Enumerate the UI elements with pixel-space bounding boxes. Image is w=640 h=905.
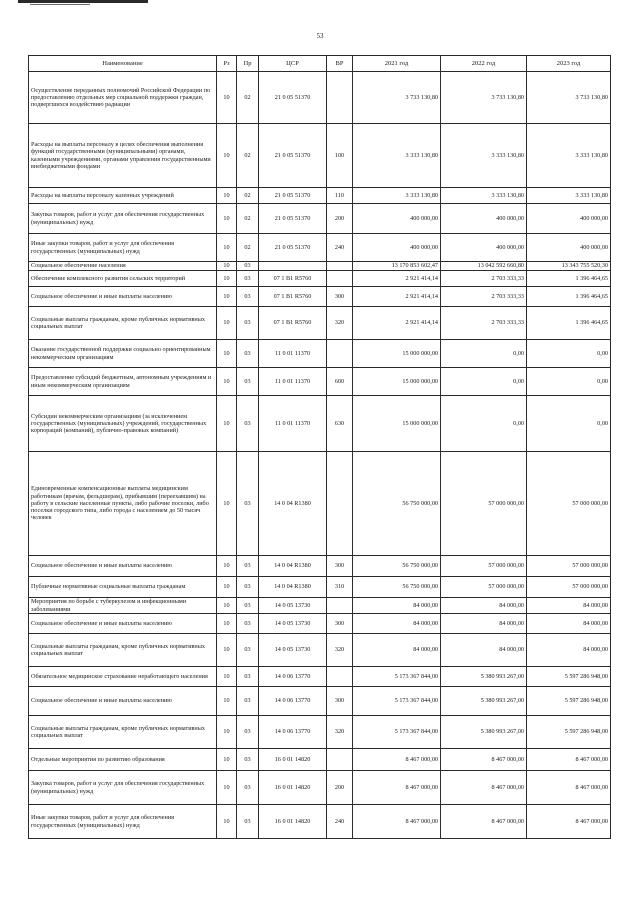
row-pr: 02 bbox=[237, 204, 259, 234]
row-name: Социальное обеспечение и иные выплаты населению bbox=[29, 687, 217, 716]
row-2023: 400 000,00 bbox=[527, 204, 611, 234]
row-pr: 03 bbox=[237, 452, 259, 556]
row-2023: 84 000,00 bbox=[527, 598, 611, 614]
table-body bbox=[29, 72, 611, 839]
header-2023: 2023 год bbox=[527, 56, 611, 72]
row-pr: 03 bbox=[237, 749, 259, 771]
row-name: Осуществление переданных полномочий Российской Федерации по предоставлению отдельных мер социальной поддержки граждан, подвергшихся воздействию радиации bbox=[29, 72, 217, 124]
row-vr: 200 bbox=[327, 204, 353, 234]
row-name: Социальное обеспечение и иные выплаты населению bbox=[29, 614, 217, 634]
row-2022: 3 733 130,80 bbox=[441, 72, 527, 124]
table-header-row bbox=[29, 56, 611, 72]
row-csr: 07 1 B1 R5760 bbox=[259, 271, 327, 287]
row-vr: 320 bbox=[327, 716, 353, 749]
row-2022: 13 042 592 660,80 bbox=[441, 262, 527, 271]
table-row bbox=[29, 396, 611, 452]
row-2021: 400 000,00 bbox=[353, 204, 441, 234]
row-vr bbox=[327, 667, 353, 687]
table-row bbox=[29, 368, 611, 396]
row-2023: 84 000,00 bbox=[527, 614, 611, 634]
header-name: Наименование bbox=[29, 56, 217, 72]
row-rz: 10 bbox=[217, 188, 237, 204]
row-2021: 3 333 130,80 bbox=[353, 188, 441, 204]
row-2021: 8 467 000,00 bbox=[353, 805, 441, 839]
row-rz: 10 bbox=[217, 204, 237, 234]
row-vr: 600 bbox=[327, 368, 353, 396]
row-pr: 03 bbox=[237, 716, 259, 749]
row-rz: 10 bbox=[217, 287, 237, 307]
row-pr: 02 bbox=[237, 234, 259, 262]
row-pr: 03 bbox=[237, 667, 259, 687]
row-csr: 21 0 05 51370 bbox=[259, 124, 327, 188]
row-name: Субсидии некоммерческим организациям (за исключением государственных (муниципальных) учреждений, государственных корпораций (компаний), публично-правовых компаний) bbox=[29, 396, 217, 452]
row-pr: 02 bbox=[237, 124, 259, 188]
row-csr: 11 0 01 11370 bbox=[259, 340, 327, 368]
row-2022: 57 000 000,00 bbox=[441, 452, 527, 556]
row-2023: 13 343 755 520,30 bbox=[527, 262, 611, 271]
table-row bbox=[29, 577, 611, 598]
row-rz: 10 bbox=[217, 598, 237, 614]
row-vr bbox=[327, 598, 353, 614]
table-row bbox=[29, 634, 611, 667]
row-vr: 300 bbox=[327, 287, 353, 307]
row-vr bbox=[327, 271, 353, 287]
row-2021: 8 467 000,00 bbox=[353, 749, 441, 771]
row-csr: 21 0 05 51370 bbox=[259, 188, 327, 204]
table-row bbox=[29, 805, 611, 839]
row-csr: 14 0 05 13730 bbox=[259, 634, 327, 667]
table-row bbox=[29, 687, 611, 716]
row-name: Мероприятия по борьбе с туберкулезом и инфекционными заболеваниями bbox=[29, 598, 217, 614]
row-vr: 200 bbox=[327, 771, 353, 805]
table-row bbox=[29, 271, 611, 287]
row-2022: 400 000,00 bbox=[441, 204, 527, 234]
row-2022: 57 000 000,00 bbox=[441, 556, 527, 577]
row-2021: 56 750 000,00 bbox=[353, 556, 441, 577]
row-rz: 10 bbox=[217, 262, 237, 271]
row-pr: 03 bbox=[237, 287, 259, 307]
row-2022: 3 333 130,80 bbox=[441, 124, 527, 188]
row-2023: 57 000 000,00 bbox=[527, 577, 611, 598]
row-2021: 400 000,00 bbox=[353, 234, 441, 262]
row-2021: 84 000,00 bbox=[353, 634, 441, 667]
row-name: Закупка товаров, работ и услуг для обеспечения государственных (муниципальных) нужд bbox=[29, 204, 217, 234]
row-2021: 5 173 367 844,00 bbox=[353, 716, 441, 749]
table-row bbox=[29, 556, 611, 577]
row-2021: 2 921 414,14 bbox=[353, 307, 441, 340]
row-rz: 10 bbox=[217, 452, 237, 556]
row-2023: 0,00 bbox=[527, 340, 611, 368]
row-2023: 3 333 130,80 bbox=[527, 124, 611, 188]
row-vr: 630 bbox=[327, 396, 353, 452]
row-vr bbox=[327, 262, 353, 271]
row-csr: 14 0 06 13770 bbox=[259, 667, 327, 687]
row-rz: 10 bbox=[217, 72, 237, 124]
row-name: Иные закупки товаров, работ и услуг для обеспечения государственных (муниципальных) нужд bbox=[29, 805, 217, 839]
table-row bbox=[29, 188, 611, 204]
table-row bbox=[29, 124, 611, 188]
row-csr bbox=[259, 262, 327, 271]
row-2021: 8 467 000,00 bbox=[353, 771, 441, 805]
row-vr: 310 bbox=[327, 577, 353, 598]
row-2023: 84 000,00 bbox=[527, 634, 611, 667]
row-2022: 0,00 bbox=[441, 368, 527, 396]
row-2021: 56 750 000,00 bbox=[353, 577, 441, 598]
table-row bbox=[29, 749, 611, 771]
row-csr: 07 1 B1 R5760 bbox=[259, 307, 327, 340]
row-2022: 3 333 130,80 bbox=[441, 188, 527, 204]
row-csr: 21 0 05 51370 bbox=[259, 72, 327, 124]
row-csr: 14 0 04 R1380 bbox=[259, 577, 327, 598]
row-2023: 3 733 130,80 bbox=[527, 72, 611, 124]
row-rz: 10 bbox=[217, 271, 237, 287]
row-pr: 03 bbox=[237, 771, 259, 805]
row-2023: 57 000 000,00 bbox=[527, 556, 611, 577]
row-2021: 15 000 000,00 bbox=[353, 340, 441, 368]
page-number: 53 bbox=[316, 32, 324, 40]
row-2023: 8 467 000,00 bbox=[527, 805, 611, 839]
row-vr: 300 bbox=[327, 556, 353, 577]
row-csr: 11 0 01 11370 bbox=[259, 368, 327, 396]
row-name: Социальное обеспечение и иные выплаты населению bbox=[29, 556, 217, 577]
row-2021: 13 170 853 602,47 bbox=[353, 262, 441, 271]
row-pr: 03 bbox=[237, 368, 259, 396]
row-vr: 240 bbox=[327, 805, 353, 839]
row-name: Социальные выплаты гражданам, кроме публичных нормативных социальных выплат bbox=[29, 716, 217, 749]
row-name: Расходы на выплаты персоналу казенных учреждений bbox=[29, 188, 217, 204]
header-2022: 2022 год bbox=[441, 56, 527, 72]
row-rz: 10 bbox=[217, 307, 237, 340]
row-vr bbox=[327, 452, 353, 556]
row-rz: 10 bbox=[217, 396, 237, 452]
row-2021: 15 000 000,00 bbox=[353, 396, 441, 452]
row-rz: 10 bbox=[217, 667, 237, 687]
row-rz: 10 bbox=[217, 340, 237, 368]
row-rz: 10 bbox=[217, 234, 237, 262]
row-rz: 10 bbox=[217, 687, 237, 716]
row-vr: 300 bbox=[327, 614, 353, 634]
row-2022: 2 703 333,33 bbox=[441, 307, 527, 340]
row-rz: 10 bbox=[217, 368, 237, 396]
row-2021: 2 921 414,14 bbox=[353, 271, 441, 287]
table-row bbox=[29, 452, 611, 556]
row-name: Отдельные мероприятия по развитию образования bbox=[29, 749, 217, 771]
row-2022: 5 380 993 267,00 bbox=[441, 687, 527, 716]
row-2021: 3 333 130,80 bbox=[353, 124, 441, 188]
row-pr: 03 bbox=[237, 396, 259, 452]
table-row bbox=[29, 262, 611, 271]
row-2022: 5 380 993 267,00 bbox=[441, 716, 527, 749]
row-csr: 07 1 B1 R5760 bbox=[259, 287, 327, 307]
row-vr: 320 bbox=[327, 307, 353, 340]
row-rz: 10 bbox=[217, 577, 237, 598]
row-vr: 240 bbox=[327, 234, 353, 262]
row-name: Закупка товаров, работ и услуг для обеспечения государственных (муниципальных) нужд bbox=[29, 771, 217, 805]
row-rz: 10 bbox=[217, 771, 237, 805]
row-pr: 03 bbox=[237, 307, 259, 340]
row-csr: 14 0 05 13730 bbox=[259, 614, 327, 634]
row-vr bbox=[327, 340, 353, 368]
row-vr: 320 bbox=[327, 634, 353, 667]
table-row bbox=[29, 72, 611, 124]
row-2023: 3 333 130,80 bbox=[527, 188, 611, 204]
row-name: Социальное обеспечение и иные выплаты населению bbox=[29, 287, 217, 307]
row-2023: 0,00 bbox=[527, 396, 611, 452]
row-2023: 1 396 464,65 bbox=[527, 307, 611, 340]
row-pr: 03 bbox=[237, 262, 259, 271]
row-csr: 16 0 01 14820 bbox=[259, 805, 327, 839]
row-csr: 11 0 01 11370 bbox=[259, 396, 327, 452]
row-2022: 0,00 bbox=[441, 396, 527, 452]
row-2023: 1 396 464,65 bbox=[527, 271, 611, 287]
row-rz: 10 bbox=[217, 749, 237, 771]
header-vr: ВР bbox=[327, 56, 353, 72]
row-csr: 14 0 05 13730 bbox=[259, 598, 327, 614]
header-pr: Пр bbox=[237, 56, 259, 72]
table-row bbox=[29, 598, 611, 614]
row-csr: 14 0 06 13770 bbox=[259, 687, 327, 716]
table-row bbox=[29, 771, 611, 805]
row-csr: 14 0 04 R1380 bbox=[259, 452, 327, 556]
row-2022: 0,00 bbox=[441, 340, 527, 368]
row-2022: 84 000,00 bbox=[441, 634, 527, 667]
header-rz: Рз bbox=[217, 56, 237, 72]
table-row bbox=[29, 667, 611, 687]
row-name: Социальное обеспечение населения bbox=[29, 262, 217, 271]
table-row bbox=[29, 234, 611, 262]
table-row bbox=[29, 307, 611, 340]
row-2022: 8 467 000,00 bbox=[441, 749, 527, 771]
row-2022: 8 467 000,00 bbox=[441, 805, 527, 839]
row-name: Единовременные компенсационные выплаты медицинским работникам (врачам, фельдшерам), прибывшим (переехавшим) на работу в сельские населенные пункты, либо рабочие поселки, либо поселки городского типа, либо города с населением до 50 тысяч человек bbox=[29, 452, 217, 556]
row-2022: 5 380 993 267,00 bbox=[441, 667, 527, 687]
row-pr: 02 bbox=[237, 188, 259, 204]
row-2021: 2 921 414,14 bbox=[353, 287, 441, 307]
row-name: Публичные нормативные социальные выплаты гражданам bbox=[29, 577, 217, 598]
row-2022: 2 703 333,33 bbox=[441, 287, 527, 307]
row-2021: 15 000 000,00 bbox=[353, 368, 441, 396]
row-vr bbox=[327, 72, 353, 124]
row-name: Обеспечение комплексного развития сельских территорий bbox=[29, 271, 217, 287]
row-2022: 84 000,00 bbox=[441, 614, 527, 634]
row-2023: 5 597 286 948,00 bbox=[527, 716, 611, 749]
row-rz: 10 bbox=[217, 805, 237, 839]
row-csr: 16 0 01 14820 bbox=[259, 771, 327, 805]
row-name: Иные закупки товаров, работ и услуг для обеспечения государственных (муниципальных) нужд bbox=[29, 234, 217, 262]
row-csr: 21 0 05 51370 bbox=[259, 204, 327, 234]
row-pr: 03 bbox=[237, 340, 259, 368]
row-2021: 5 173 367 844,00 bbox=[353, 687, 441, 716]
row-pr: 03 bbox=[237, 805, 259, 839]
row-vr bbox=[327, 749, 353, 771]
row-pr: 03 bbox=[237, 598, 259, 614]
row-2022: 400 000,00 bbox=[441, 234, 527, 262]
row-2021: 56 750 000,00 bbox=[353, 452, 441, 556]
header-csr: ЦСР bbox=[259, 56, 327, 72]
row-pr: 02 bbox=[237, 72, 259, 124]
row-2023: 5 597 286 948,00 bbox=[527, 687, 611, 716]
row-2023: 57 000 000,00 bbox=[527, 452, 611, 556]
row-pr: 03 bbox=[237, 687, 259, 716]
row-2023: 0,00 bbox=[527, 368, 611, 396]
row-vr: 100 bbox=[327, 124, 353, 188]
row-rz: 10 bbox=[217, 614, 237, 634]
row-2023: 8 467 000,00 bbox=[527, 749, 611, 771]
row-csr: 16 0 01 14820 bbox=[259, 749, 327, 771]
row-rz: 10 bbox=[217, 124, 237, 188]
table-row bbox=[29, 340, 611, 368]
row-name: Оказание государственной поддержки социально ориентированным некоммерческим организациям bbox=[29, 340, 217, 368]
row-pr: 03 bbox=[237, 271, 259, 287]
row-csr: 14 0 04 R1380 bbox=[259, 556, 327, 577]
row-2021: 3 733 130,80 bbox=[353, 72, 441, 124]
row-pr: 03 bbox=[237, 556, 259, 577]
row-rz: 10 bbox=[217, 716, 237, 749]
table-row bbox=[29, 204, 611, 234]
row-pr: 03 bbox=[237, 614, 259, 634]
row-rz: 10 bbox=[217, 634, 237, 667]
row-2021: 5 173 367 844,00 bbox=[353, 667, 441, 687]
row-csr: 21 0 05 51370 bbox=[259, 234, 327, 262]
row-2022: 8 467 000,00 bbox=[441, 771, 527, 805]
row-csr: 14 0 06 13770 bbox=[259, 716, 327, 749]
row-vr: 110 bbox=[327, 188, 353, 204]
row-2022: 84 000,00 bbox=[441, 598, 527, 614]
header-2021: 2021 год bbox=[353, 56, 441, 72]
row-pr: 03 bbox=[237, 634, 259, 667]
row-rz: 10 bbox=[217, 556, 237, 577]
row-2023: 8 467 000,00 bbox=[527, 771, 611, 805]
table-row bbox=[29, 287, 611, 307]
row-2023: 1 396 464,65 bbox=[527, 287, 611, 307]
row-2021: 84 000,00 bbox=[353, 598, 441, 614]
row-name: Расходы на выплаты персоналу в целях обеспечения выполнения функций государственными (муниципальными) органами, казенными учреждениями, органами управления государственными внебюджетными фондами bbox=[29, 124, 217, 188]
table-row bbox=[29, 716, 611, 749]
row-2022: 2 703 333,33 bbox=[441, 271, 527, 287]
row-name: Предоставление субсидий бюджетным, автономным учреждениям и иным некоммерческим организациям bbox=[29, 368, 217, 396]
row-name: Обязательное медицинское страхование неработающего населения bbox=[29, 667, 217, 687]
budget-table bbox=[28, 55, 611, 839]
row-name: Социальные выплаты гражданам, кроме публичных нормативных социальных выплат bbox=[29, 634, 217, 667]
scan-artifact-mark bbox=[18, 0, 148, 3]
row-2022: 57 000 000,00 bbox=[441, 577, 527, 598]
scan-artifact-line bbox=[30, 4, 90, 5]
table-row bbox=[29, 614, 611, 634]
row-2023: 400 000,00 bbox=[527, 234, 611, 262]
row-name: Социальные выплаты гражданам, кроме публичных нормативных социальных выплат bbox=[29, 307, 217, 340]
row-vr: 300 bbox=[327, 687, 353, 716]
row-pr: 03 bbox=[237, 577, 259, 598]
row-2021: 84 000,00 bbox=[353, 614, 441, 634]
row-2023: 5 597 286 948,00 bbox=[527, 667, 611, 687]
